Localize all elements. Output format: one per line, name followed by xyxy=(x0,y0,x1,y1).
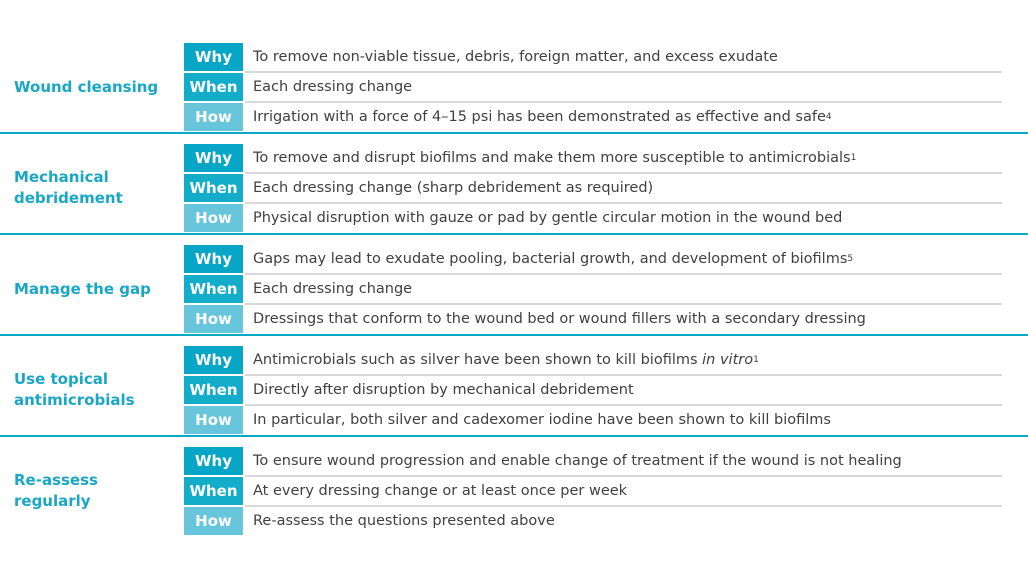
why-text: To remove and disrupt biofilms and make them more susceptible to antimicrobials 1 xyxy=(253,150,857,166)
how-row xyxy=(184,507,1002,535)
section-re-assess-regularly xyxy=(0,446,1028,536)
section-mechanical-debridement xyxy=(0,143,1028,235)
when-row xyxy=(184,376,1002,404)
when-label: When xyxy=(184,174,243,202)
how-row xyxy=(184,204,1002,232)
how-text: Physical disruption with gauze or pad by gentle circular motion in the wound bed xyxy=(253,210,843,226)
how-text: In particular, both silver and cadexomer iodine have been shown to kill biofilms xyxy=(253,412,831,428)
how-label: How xyxy=(184,406,243,434)
when-text: Each dressing change xyxy=(253,79,413,95)
section-title: Manage the gap xyxy=(14,279,151,298)
section-use-topical-antimicrobials xyxy=(0,345,1028,437)
why-row xyxy=(184,447,1002,475)
section-title: Use topical antimicrobials xyxy=(14,370,135,409)
section-title: Wound cleansing xyxy=(14,77,159,96)
when-row xyxy=(184,275,1002,303)
when-label: When xyxy=(184,477,243,505)
why-row xyxy=(184,144,1002,172)
how-label: How xyxy=(184,103,243,131)
how-row xyxy=(184,406,1002,434)
when-row xyxy=(184,174,1002,202)
how-text: Re-assess the questions presented above xyxy=(253,513,555,529)
why-text: To remove non-viable tissue, debris, foreign matter, and excess exudate xyxy=(253,49,778,65)
when-label: When xyxy=(184,376,243,404)
why-text: Antimicrobials such as silver have been shown to kill biofilms in vitro 1 xyxy=(253,352,759,368)
why-label: Why xyxy=(184,447,243,475)
why-label: Why xyxy=(184,144,243,172)
when-text: At every dressing change or at least once per week xyxy=(253,483,628,499)
when-row xyxy=(184,477,1002,505)
when-row xyxy=(184,73,1002,101)
why-label: Why xyxy=(184,346,243,374)
section-manage-the-gap xyxy=(0,244,1028,336)
when-label: When xyxy=(184,73,243,101)
italic-term: in vitro xyxy=(702,352,754,368)
when-label: When xyxy=(184,275,243,303)
why-label: Why xyxy=(184,43,243,71)
section-title: Mechanical debridement xyxy=(14,168,123,207)
why-label: Why xyxy=(184,245,243,273)
how-label: How xyxy=(184,305,243,333)
how-text: Irrigation with a force of 4–15 psi has been demonstrated as effective and safe 4 xyxy=(253,109,832,125)
how-row xyxy=(184,103,1002,131)
section-title: Re-assess regularly xyxy=(14,471,98,510)
section-wound-cleansing xyxy=(0,42,1028,134)
why-text: To ensure wound progression and enable change of treatment if the wound is not healing xyxy=(253,453,902,469)
wound-care-table xyxy=(0,42,1028,545)
why-row xyxy=(184,43,1002,71)
why-row xyxy=(184,346,1002,374)
how-text: Dressings that conform to the wound bed or wound fillers with a secondary dressing xyxy=(253,311,866,327)
why-row xyxy=(184,245,1002,273)
how-label: How xyxy=(184,507,243,535)
when-text: Directly after disruption by mechanical debridement xyxy=(253,382,634,398)
why-text: Gaps may lead to exudate pooling, bacterial growth, and development of biofilms 5 xyxy=(253,251,854,267)
how-label: How xyxy=(184,204,243,232)
when-text: Each dressing change (sharp debridement as required) xyxy=(253,180,654,196)
how-row xyxy=(184,305,1002,333)
when-text: Each dressing change xyxy=(253,281,413,297)
